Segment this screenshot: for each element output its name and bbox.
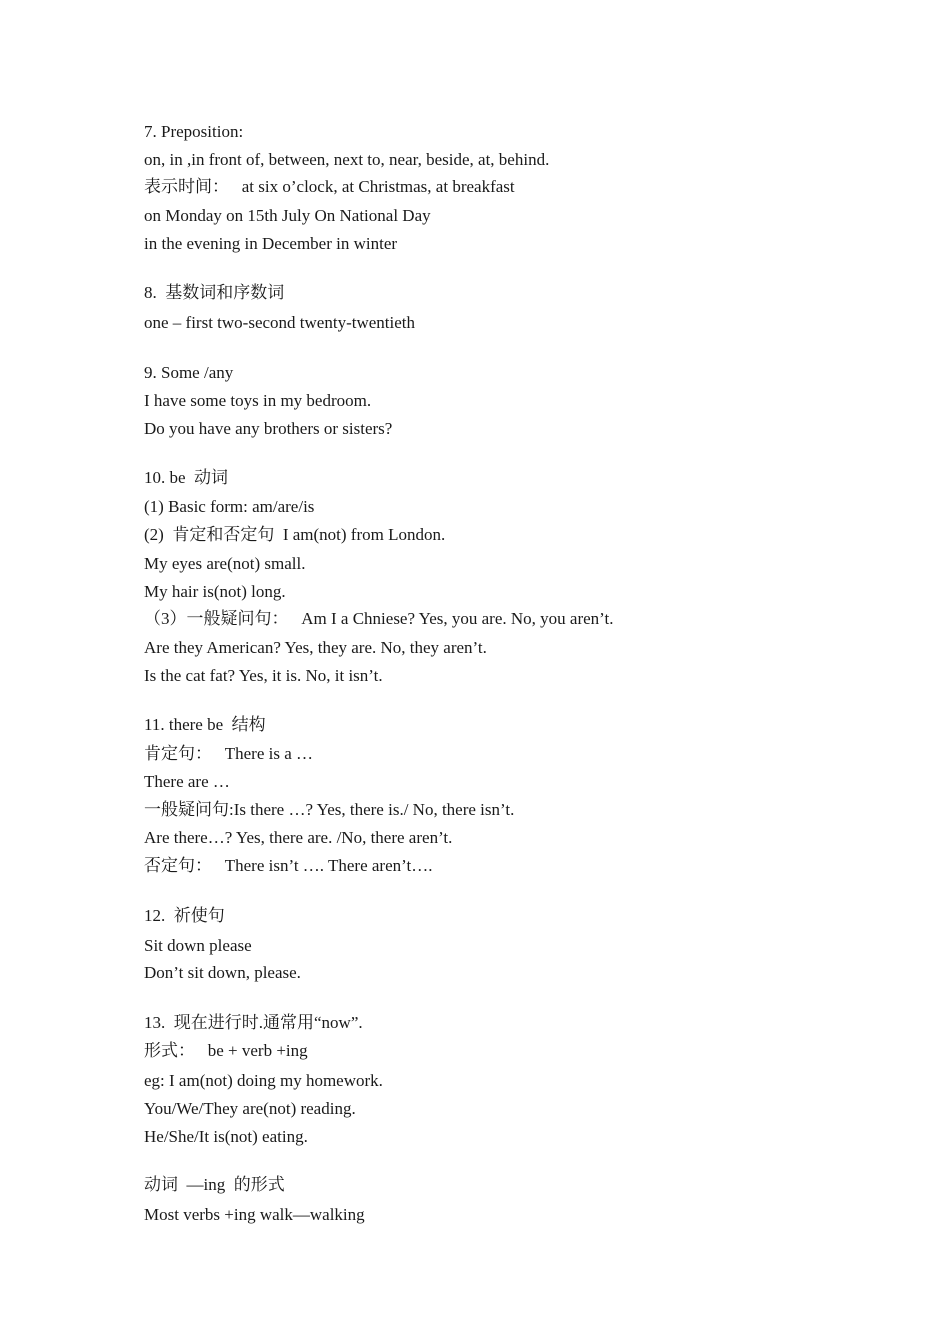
text-line: Are there…? Yes, there are. /No, there aren’t. — [144, 828, 453, 847]
text-line: （3）一般疑问句： Am I a Chniese? Yes, you are. No, you aren’t. — [144, 609, 614, 628]
text-line: Don’t sit down, please. — [144, 963, 301, 982]
text-line: Most verbs +ing walk—walking — [144, 1205, 365, 1224]
text-line: on, in ,in front of, between, next to, near, beside, at, behind. — [144, 150, 550, 169]
heading-numerals: 8. 基数词和序数词 — [144, 283, 285, 302]
text-line: 一般疑问句:Is there …? Yes, there is./ No, there isn’t. — [144, 800, 515, 819]
heading-ing-form: 动词 —ing 的形式 — [144, 1175, 285, 1194]
text-line: There are … — [144, 772, 230, 791]
text-line: 表示时间： at six o’clock, at Christmas, at breakfast — [144, 177, 515, 196]
text-line: (2) 肯定和否定句 I am(not) from London. — [144, 525, 446, 544]
heading-some-any: 9. Some /any — [144, 363, 234, 382]
text-line: 形式： be + verb +ing — [144, 1041, 308, 1060]
text-line: My hair is(not) long. — [144, 582, 286, 601]
text-line: I have some toys in my bedroom. — [144, 391, 372, 410]
heading-preposition: 7. Preposition: — [144, 122, 244, 141]
heading-imperative: 12. 祈使句 — [144, 906, 225, 925]
text-line: Is the cat fat? Yes, it is. No, it isn’t. — [144, 666, 383, 685]
text-line: in the evening in December in winter — [144, 234, 398, 253]
text-line: My eyes are(not) small. — [144, 554, 306, 573]
heading-be-verb: 10. be 动词 — [144, 468, 229, 487]
text-line: one – first two-second twenty-twentieth — [144, 313, 415, 332]
text-line: on Monday on 15th July On National Day — [144, 206, 431, 225]
text-line: He/She/It is(not) eating. — [144, 1127, 308, 1146]
text-line: You/We/They are(not) reading. — [144, 1099, 356, 1118]
heading-there-be: 11. there be 结构 — [144, 715, 266, 734]
heading-present-continuous: 13. 现在进行时.通常用“now”. — [144, 1013, 363, 1032]
text-line: (1) Basic form: am/are/is — [144, 497, 315, 516]
text-line: 肯定句： There is a … — [144, 744, 314, 763]
text-line: Do you have any brothers or sisters? — [144, 419, 393, 438]
text-line: eg: I am(not) doing my homework. — [144, 1071, 383, 1090]
text-line: Sit down please — [144, 936, 252, 955]
text-line: Are they American? Yes, they are. No, they aren’t. — [144, 638, 487, 657]
text-line: 否定句： There isn’t …. There aren’t…. — [144, 856, 433, 875]
